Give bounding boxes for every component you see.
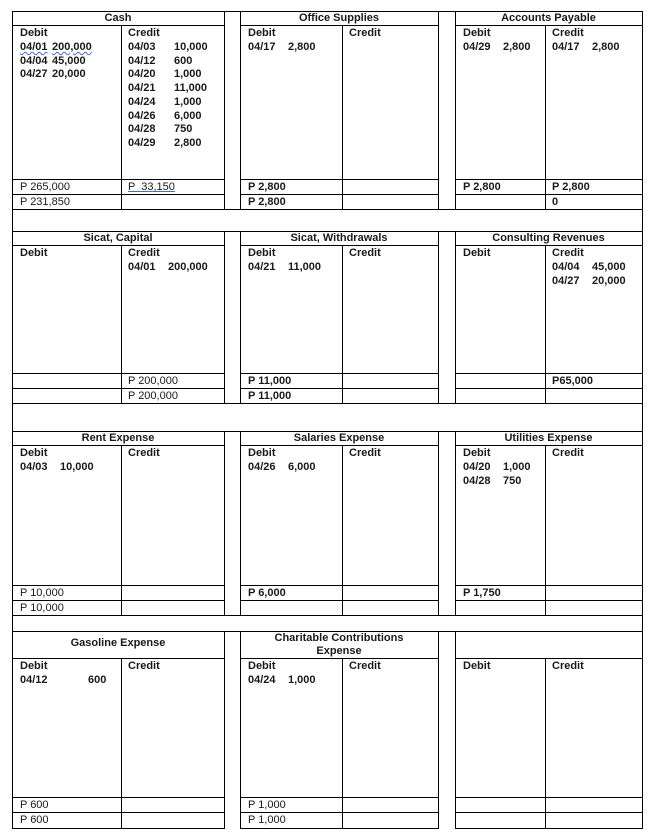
rule-line — [121, 245, 122, 404]
debit-label: Debit — [463, 660, 491, 672]
entry-amount: 200,000 — [168, 261, 208, 273]
rule-line — [240, 828, 439, 829]
rule-line — [240, 615, 439, 616]
debit-label: Debit — [20, 27, 48, 39]
debit-entry — [20, 674, 106, 688]
rule-line — [240, 631, 439, 632]
rule-line — [240, 812, 439, 813]
rule-line — [12, 797, 225, 798]
entry-amount: 1,000 — [174, 68, 202, 81]
rule-line — [545, 445, 546, 616]
credit-total: P65,000 — [552, 375, 593, 387]
rule-line — [438, 231, 439, 404]
entry-amount: 200,000 — [52, 41, 92, 53]
credit-entry — [552, 275, 626, 289]
rule-line — [121, 658, 122, 829]
debit-label: Debit — [248, 660, 276, 672]
rule-line — [240, 631, 241, 829]
rule-line — [240, 658, 439, 659]
debit-total: P 600 — [20, 799, 49, 811]
rule-line — [342, 445, 343, 616]
rule-line — [455, 812, 643, 813]
entry-amount: 20,000 — [52, 68, 86, 81]
rule-line — [240, 209, 439, 210]
entry-date: 04/28 — [463, 474, 491, 487]
credit-entry — [128, 110, 202, 124]
debit-entry — [20, 55, 86, 69]
debit-entry — [248, 461, 316, 475]
rule-line — [240, 403, 439, 404]
debit-total: P 1,750 — [463, 587, 501, 599]
entry-date: 04/28 — [128, 123, 156, 136]
rule-line — [12, 445, 225, 446]
rule-line — [455, 245, 643, 246]
entry-date: 04/12 — [128, 54, 156, 67]
rule-line — [642, 631, 643, 829]
credit-total: P 33,150 — [128, 181, 175, 193]
entry-amount: 2,800 — [288, 41, 316, 53]
debit-entry — [248, 261, 321, 275]
debit-label: Debit — [463, 247, 491, 259]
rule-line — [455, 179, 643, 180]
debit-balance: P 600 — [20, 814, 49, 826]
debit-entry — [463, 475, 521, 489]
rule-line — [12, 658, 225, 659]
credit-total: P 200,000 — [128, 375, 178, 387]
rule-line — [545, 25, 546, 210]
rule-line — [342, 658, 343, 829]
rule-line — [12, 245, 225, 246]
debit-balance: P 10,000 — [20, 602, 64, 614]
entry-amount: 750 — [503, 474, 522, 487]
account-title: Salaries Expense — [293, 432, 385, 444]
entry-amount: 1,000 — [174, 95, 202, 108]
rule-line — [455, 631, 643, 632]
rule-line — [240, 388, 439, 389]
rule-line — [455, 373, 643, 374]
rule-line — [12, 209, 225, 210]
rule-line — [12, 585, 225, 586]
rule-line — [12, 403, 225, 404]
credit-entry — [128, 261, 208, 275]
debit-label: Debit — [248, 27, 276, 39]
account-title: Accounts Payable — [501, 12, 596, 24]
credit-label: Credit — [349, 247, 381, 259]
rule-line — [455, 209, 643, 210]
entry-amount: 2,800 — [592, 41, 620, 53]
entry-date: 04/24 — [248, 674, 276, 686]
entry-date: 04/27 — [552, 274, 580, 287]
debit-total: P 1,000 — [248, 799, 286, 811]
entry-date: 04/04 — [552, 261, 580, 273]
rule-line — [240, 585, 439, 586]
debit-balance: P 11,000 — [248, 390, 292, 402]
rule-line — [12, 828, 225, 829]
entry-amount: 20,000 — [592, 274, 626, 287]
rule-line — [455, 658, 643, 659]
rule-line — [240, 231, 241, 404]
rule-line — [121, 445, 122, 616]
rule-line — [240, 445, 439, 446]
entry-amount: 2,800 — [503, 41, 531, 53]
entry-amount: 45,000 — [592, 261, 626, 273]
entry-amount: 750 — [174, 123, 193, 136]
rule-line — [455, 25, 643, 26]
entry-date: 04/20 — [463, 461, 491, 473]
rule-line — [455, 600, 643, 601]
entry-amount: 600 — [88, 674, 107, 686]
debit-entry — [20, 461, 94, 475]
credit-entry — [128, 96, 202, 110]
credit-label: Credit — [349, 447, 381, 459]
rule-line — [642, 11, 643, 210]
credit-label: Credit — [128, 660, 160, 672]
debit-entry — [463, 461, 531, 475]
credit-entry — [128, 41, 208, 55]
debit-label: Debit — [463, 27, 491, 39]
entry-date: 04/03 — [128, 41, 156, 53]
debit-label: Debit — [463, 447, 491, 459]
debit-label: Debit — [20, 247, 48, 259]
account-title-line2: Expense — [316, 645, 362, 657]
debit-total: P 6,000 — [248, 587, 286, 599]
entry-date: 04/21 — [128, 82, 156, 95]
rule-line — [224, 231, 225, 404]
rule-line — [240, 600, 439, 601]
rule-line — [12, 194, 225, 195]
rule-line — [12, 373, 225, 374]
entry-amount: 11,000 — [174, 82, 208, 95]
rule-line — [455, 403, 643, 404]
rule-line — [438, 11, 439, 210]
entry-date: 04/24 — [128, 95, 156, 108]
debit-label: Debit — [20, 660, 48, 672]
rule-line — [12, 615, 225, 616]
entry-date: 04/17 — [552, 41, 580, 53]
credit-balance: 0 — [552, 196, 559, 208]
rule-line — [12, 600, 225, 601]
entry-date: 04/26 — [248, 461, 276, 473]
debit-balance: P 231,850 — [20, 196, 70, 208]
credit-entry — [128, 55, 192, 69]
rule-line — [438, 431, 439, 616]
rule-line — [455, 585, 643, 586]
credit-entry — [128, 137, 202, 151]
entry-date: 04/29 — [128, 136, 156, 149]
rule-line — [240, 25, 439, 26]
rule-line — [455, 388, 643, 389]
rule-line — [455, 11, 456, 210]
entry-amount: 6,000 — [174, 109, 202, 122]
entry-date: 04/26 — [128, 109, 156, 122]
debit-entry — [248, 674, 316, 688]
credit-label: Credit — [552, 247, 584, 259]
entry-date: 04/12 — [20, 674, 48, 686]
rule-line — [438, 631, 439, 829]
debit-label: Debit — [248, 447, 276, 459]
debit-total: P 265,000 — [20, 181, 70, 193]
entry-date: 04/04 — [20, 54, 48, 67]
rule-line — [224, 11, 225, 210]
rule-line — [455, 194, 643, 195]
entry-amount: 10,000 — [60, 461, 94, 473]
rule-line — [455, 828, 643, 829]
entry-amount: 1,000 — [288, 674, 316, 686]
rule-line — [121, 25, 122, 210]
rule-line — [12, 179, 225, 180]
entry-amount: 6,000 — [288, 461, 316, 473]
credit-entry — [128, 123, 192, 137]
rule-line — [455, 231, 456, 404]
account-title: Office Supplies — [298, 12, 380, 24]
debit-total: P 10,000 — [20, 587, 64, 599]
credit-entry — [552, 261, 626, 275]
rule-line — [455, 615, 643, 616]
debit-total: P 2,800 — [463, 181, 501, 193]
credit-balance: P 200,000 — [128, 390, 178, 402]
credit-total: P 2,800 — [552, 181, 590, 193]
rule-line — [455, 797, 643, 798]
account-title: Cash — [104, 12, 132, 24]
debit-total: P 2,800 — [248, 181, 286, 193]
rule-line — [12, 231, 225, 232]
rule-line — [224, 631, 225, 829]
rule-line — [240, 373, 439, 374]
rule-line — [455, 231, 643, 232]
debit-balance: P 1,000 — [248, 814, 286, 826]
debit-entry — [463, 41, 531, 55]
debit-entry — [20, 68, 86, 82]
rule-line — [240, 797, 439, 798]
rule-line — [12, 11, 13, 210]
rule-line — [12, 11, 225, 12]
rule-line — [240, 11, 439, 12]
credit-label: Credit — [349, 660, 381, 672]
rule-line — [545, 658, 546, 829]
entry-amount: 1,000 — [503, 461, 531, 473]
entry-date: 04/21 — [248, 261, 276, 273]
entry-date: 04/27 — [20, 68, 48, 81]
debit-label: Debit — [20, 447, 48, 459]
entry-amount: 45,000 — [52, 54, 86, 67]
entry-date: 04/29 — [463, 41, 491, 53]
rule-line — [455, 431, 643, 432]
rule-line — [224, 431, 225, 616]
rule-line — [12, 25, 225, 26]
account-title: Consulting Revenues — [492, 232, 605, 244]
rule-line — [342, 245, 343, 404]
rule-line — [240, 231, 439, 232]
account-title: Rent Expense — [81, 432, 155, 444]
entry-amount: 600 — [174, 54, 193, 67]
rule-line — [642, 231, 643, 404]
rule-line — [642, 431, 643, 616]
credit-entry — [128, 68, 202, 82]
credit-entry — [552, 41, 620, 55]
rule-line — [240, 431, 241, 616]
rule-line — [455, 11, 643, 12]
entry-date: 04/01 — [128, 261, 156, 273]
credit-label: Credit — [128, 447, 160, 459]
entry-date: 04/17 — [248, 41, 276, 53]
rule-line — [12, 812, 225, 813]
credit-entry — [128, 82, 207, 96]
rule-line — [240, 245, 439, 246]
credit-label: Credit — [552, 27, 584, 39]
rule-line — [240, 194, 439, 195]
entry-date: 04/20 — [128, 68, 156, 81]
rule-line — [545, 245, 546, 404]
rule-line — [342, 25, 343, 210]
rule-line — [12, 431, 225, 432]
debit-balance: P 2,800 — [248, 196, 286, 208]
account-title: Utilities Expense — [504, 432, 593, 444]
rule-line — [455, 631, 456, 829]
rule-line — [455, 445, 643, 446]
debit-entry — [20, 41, 92, 55]
account-title: Sicat, Capital — [83, 232, 153, 244]
rule-line — [12, 231, 13, 404]
rule-line — [240, 179, 439, 180]
rule-line — [12, 388, 225, 389]
rule-line — [455, 431, 456, 616]
debit-total: P 11,000 — [248, 375, 292, 387]
account-title: Sicat, Withdrawals — [290, 232, 388, 244]
rule-line — [12, 431, 13, 616]
credit-label: Credit — [552, 660, 584, 672]
rule-line — [240, 11, 241, 210]
entry-amount: 10,000 — [174, 41, 208, 53]
debit-entry — [248, 41, 316, 55]
rule-line — [240, 431, 439, 432]
entry-amount: 2,800 — [174, 136, 202, 149]
credit-label: Credit — [128, 27, 160, 39]
credit-label: Credit — [552, 447, 584, 459]
account-title: Gasoline Expense — [70, 637, 166, 649]
rule-line — [12, 631, 13, 829]
entry-date: 04/03 — [20, 461, 48, 473]
credit-label: Credit — [349, 27, 381, 39]
entry-amount: 11,000 — [288, 261, 322, 273]
debit-label: Debit — [248, 247, 276, 259]
rule-line — [12, 631, 225, 632]
entry-date: 04/01 — [20, 41, 48, 53]
credit-label: Credit — [128, 247, 160, 259]
account-title: Charitable Contributions — [274, 632, 404, 644]
